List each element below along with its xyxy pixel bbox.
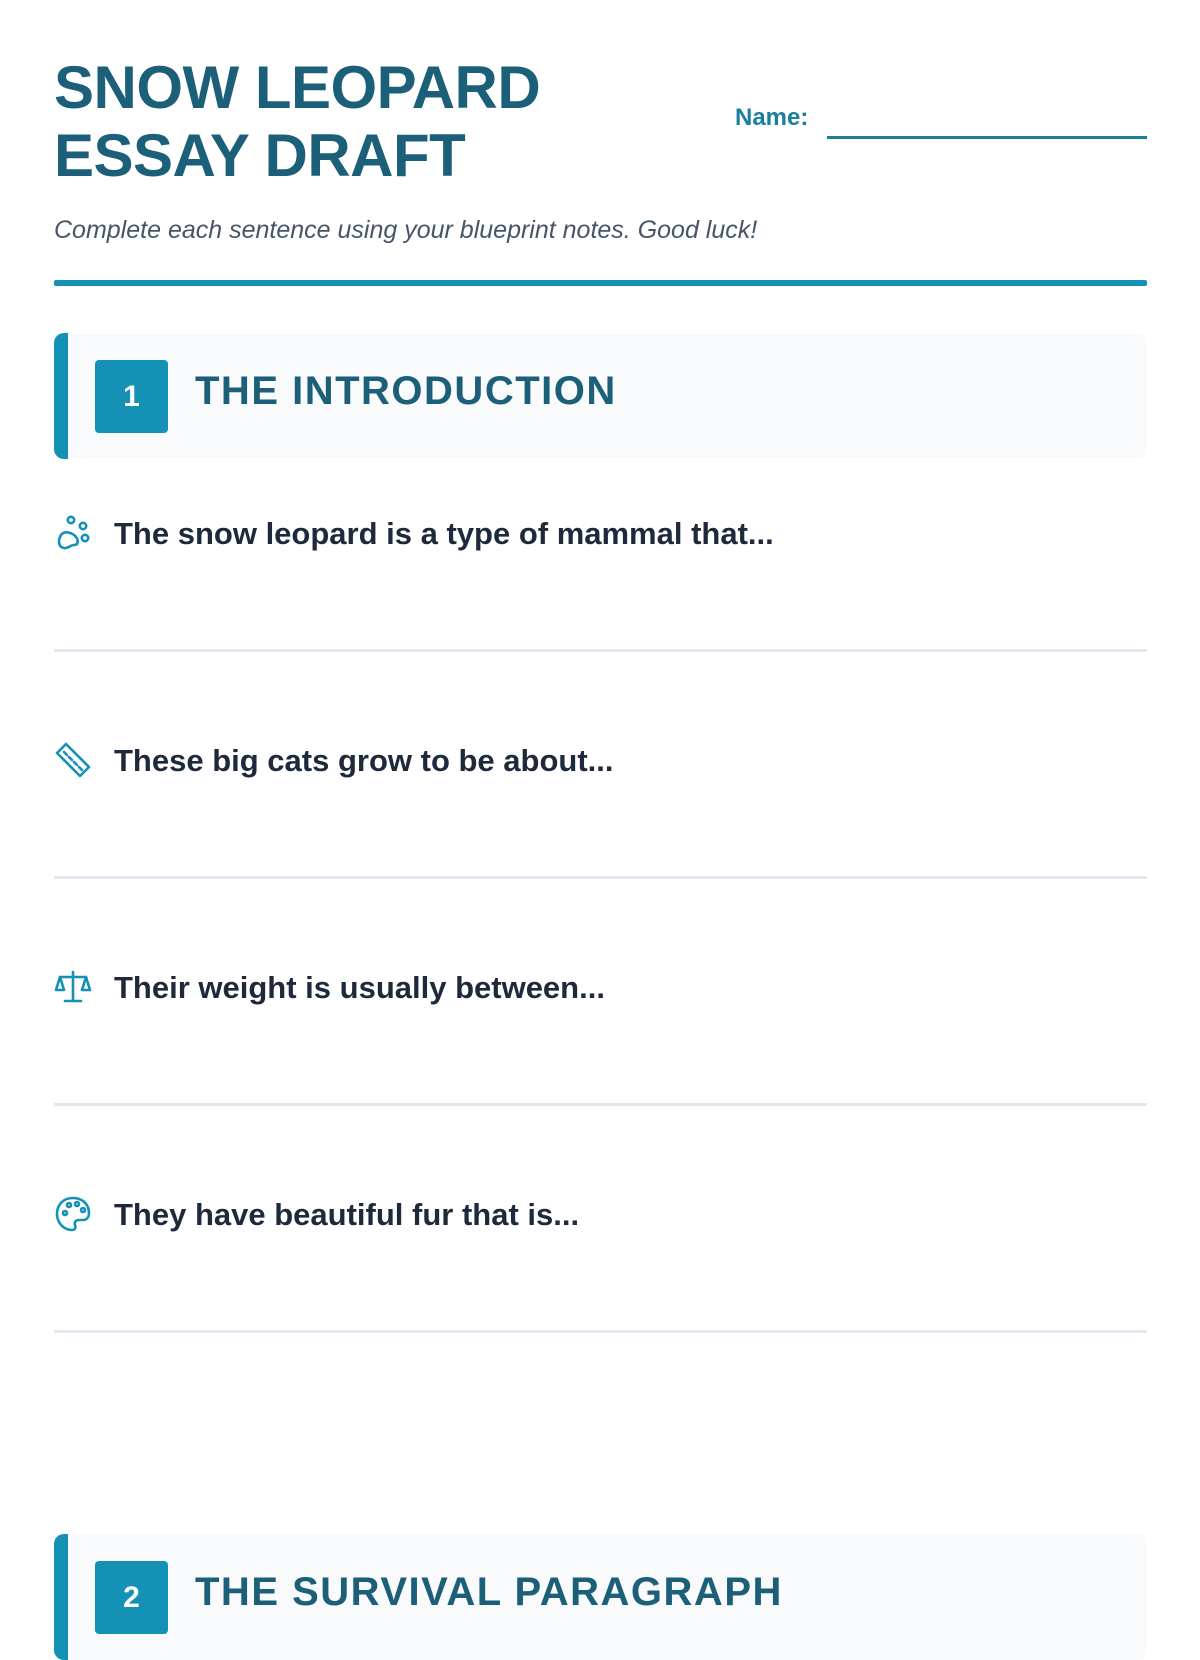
section-title: THE INTRODUCTION (195, 369, 617, 413)
prompt-text: The snow leopard is a type of mammal that... (114, 516, 774, 551)
prompt-row (54, 741, 1147, 911)
prompt-text: Their weight is usually between... (114, 970, 605, 1005)
page-title (54, 54, 540, 190)
section-title: THE SURVIVAL PARAGRAPH (195, 1570, 783, 1614)
worksheet-header (54, 0, 1147, 290)
prompt-text: These big cats grow to be about... (114, 743, 614, 778)
section-number-badge: 1 (95, 360, 168, 433)
answer-line[interactable] (54, 1103, 1147, 1106)
prompt-row (54, 1195, 1147, 1365)
scale-icon (54, 968, 92, 1006)
paw-icon (54, 514, 92, 552)
prompt-row (54, 968, 1147, 1138)
prompt-text: They have beautiful fur that is... (114, 1197, 580, 1232)
name-field (735, 100, 1147, 140)
title-line-1: SNOW LEOPARD (54, 54, 541, 121)
answer-line[interactable] (54, 876, 1147, 879)
prompt-row (54, 514, 1147, 684)
header-divider (54, 280, 1147, 286)
section-banner-introduction (54, 333, 1147, 459)
section-number-badge: 2 (95, 1561, 168, 1634)
ruler-icon (54, 741, 92, 779)
palette-icon (54, 1195, 92, 1233)
instructions-text: Complete each sentence using your blueprint notes. Good luck! (54, 216, 758, 244)
section-banner-survival (54, 1534, 1147, 1660)
name-label: Name: (735, 104, 809, 131)
answer-line[interactable] (54, 649, 1147, 652)
worksheet-page (54, 0, 1147, 1614)
answer-line[interactable] (54, 1330, 1147, 1333)
title-line-2: ESSAY DRAFT (54, 122, 466, 189)
name-input-line[interactable] (827, 136, 1147, 139)
